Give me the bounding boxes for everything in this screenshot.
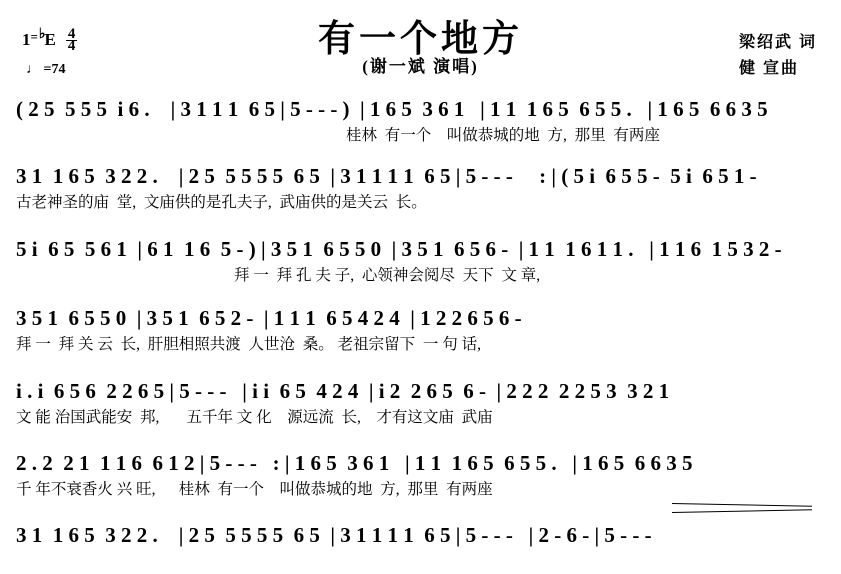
lyrics-line [16, 552, 828, 574]
system-5 [16, 378, 828, 430]
key-signature-block [22, 26, 77, 54]
notation-line: 2 . 2 2 1 1 1 6 6 1 2 | 5 - - - : | 1 6 5 3 6 1 | 1 1 1 6 5 6 5 5 . | 1 6 5 6 6 3 5 [16, 451, 693, 475]
notation-line: i . i 6 5 6 2 2 6 5 | 5 - - - | i i 6 5 4 2 4 | i 2 2 6 5 6 - | 2 2 2 2 2 5 3 3 2 1 [16, 379, 670, 403]
system-4 [16, 305, 828, 357]
lyrics-line: 千 年不衰香火 兴 旺, 桂林 有一个 叫做恭城的地 方, 那里 有两座 [16, 481, 493, 498]
notation-line: 3 1 1 6 5 3 2 2 . | 2 5 5 5 5 5 6 5 | 3 1 1 1 1 6 5 | 5 - - - : | ( 5 i 6 5 5 - 5 i 6 5 1 - [16, 164, 757, 188]
crescendo-hairpin [672, 503, 812, 513]
notation-line: 3 5 1 6 5 5 0 | 3 5 1 6 5 2 - | 1 1 1 6 5 4 2 4 | 1 2 2 6 5 6 - [16, 306, 522, 330]
time-signature-numerator: 4 [67, 26, 76, 42]
lyrics-line: 拜 一 拜 关 云 长, 肝胆相照共渡 人世沧 桑。 老祖宗留下 一 句 话, [16, 336, 482, 353]
system-7 [16, 522, 828, 574]
time-signature [66, 26, 78, 54]
flat-icon: ♭ [38, 27, 46, 42]
performer-subtitle: (谢一斌 演唱) [362, 57, 479, 76]
time-signature-denominator: 4 [67, 38, 76, 54]
system-1 [16, 96, 828, 148]
system-6 [16, 450, 828, 502]
credits [739, 30, 817, 82]
lyrics-line: 拜 一 拜 孔 夫 子, 心领神会阅尽 天下 文 章, [234, 267, 541, 284]
system-3 [16, 236, 828, 288]
lyricist-credit: 梁绍武 词 [738, 34, 817, 51]
key-tonic-number: 1 [22, 30, 31, 49]
page-title: 有一个地方 [318, 19, 523, 60]
lyrics-line: 文 能 治国武能安 邦, 五千年 文 化 源远流 长, 才有这文庙 武庙 [16, 409, 493, 426]
notation-line: 3 1 1 6 5 3 2 2 . | 2 5 5 5 5 5 6 5 | 3 1 1 1 1 6 5 | 5 - - - | 2 - 6 - | 5 - - - [16, 523, 652, 547]
tempo-marking: ♩ =74 [26, 62, 66, 77]
lyrics-line: 古老神圣的庙 堂, 文庙供的是孔夫子, 武庙供的是关云 长。 [16, 194, 427, 211]
composer-credit: 健 宣曲 [738, 60, 799, 77]
lyrics-line: 桂林 有一个 叫做恭城的地 方, 那里 有两座 [346, 127, 660, 144]
key-equals-sign: = [30, 29, 38, 44]
system-2 [16, 163, 828, 215]
notation-line: 5 i 6 5 5 6 1 | 6 1 1 6 5 - ) | 3 5 1 6 5 5 0 | 3 5 1 6 5 6 - | 1 1 1 6 1 1 . | 1 1 6 1 5 3 2 - [16, 237, 782, 261]
notation-line: ( 2 5 5 5 5 i 6 . | 3 1 1 1 6 5 | 5 - - - ) | 1 6 5 3 6 1 | 1 1 1 6 5 6 5 5 . | 1 6 5 6 6 3 5 [16, 97, 768, 121]
key-letter: E [44, 30, 56, 49]
